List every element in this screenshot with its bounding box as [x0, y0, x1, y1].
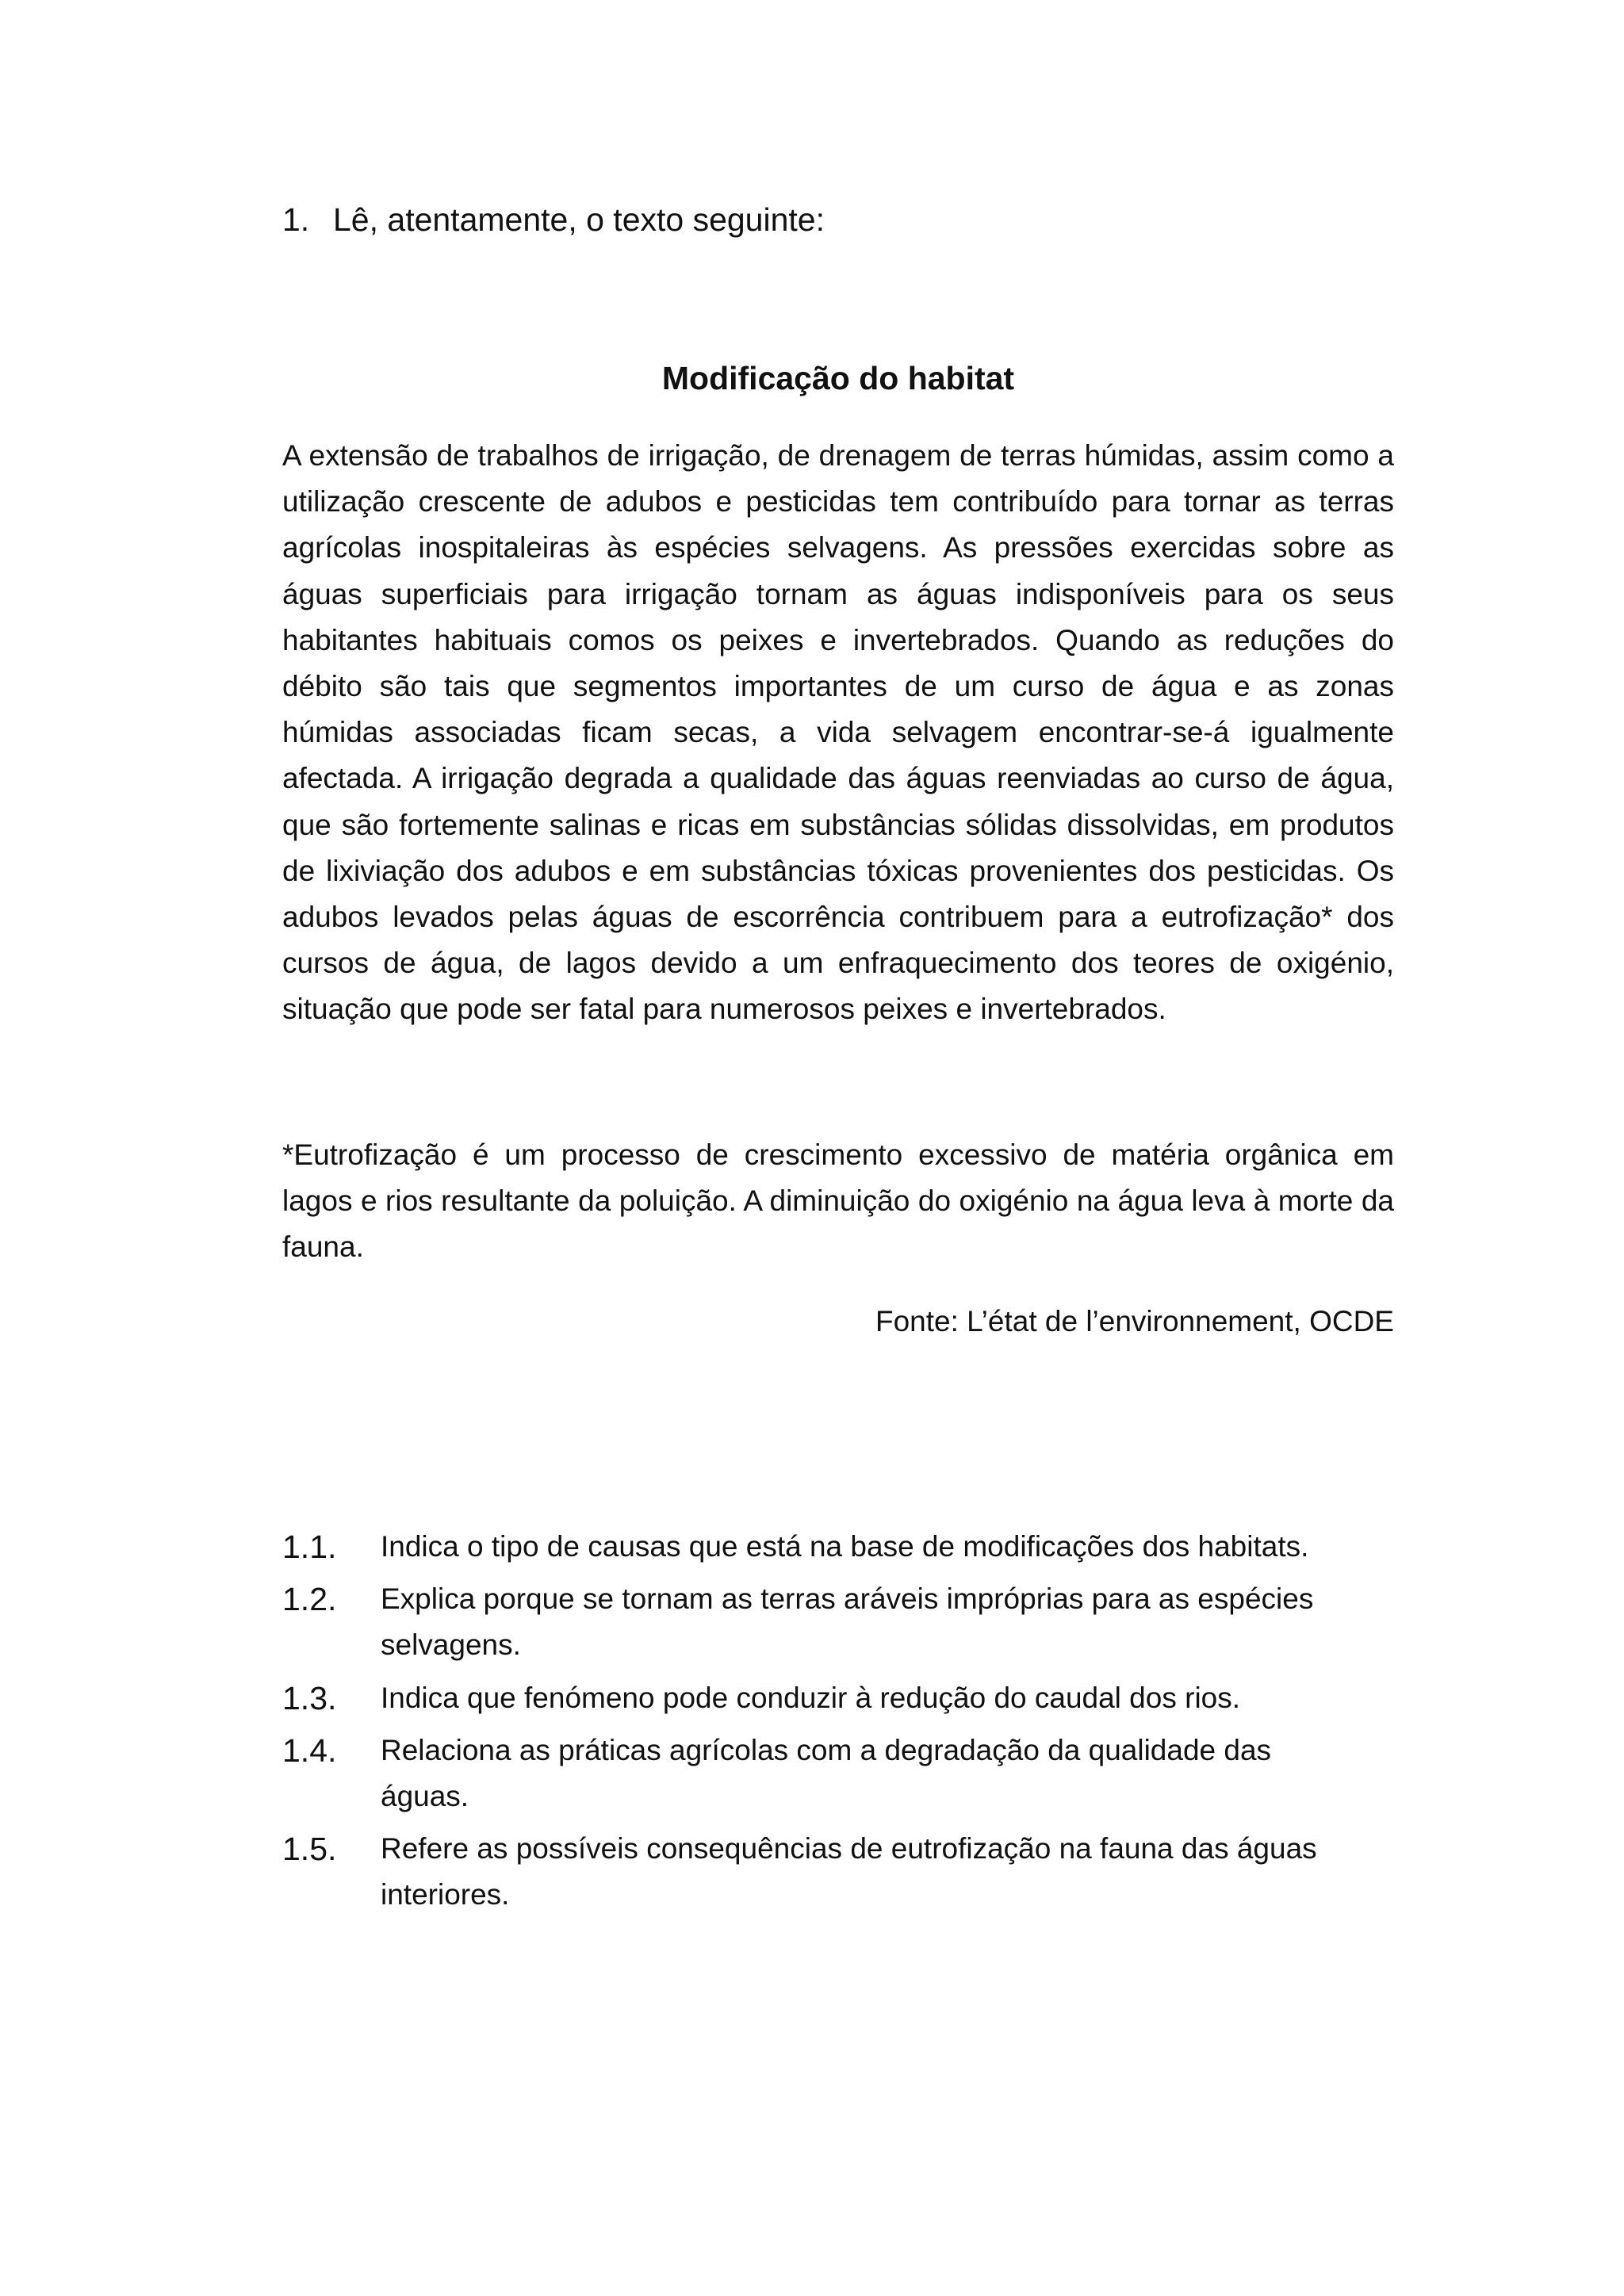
subquestion-text: Relaciona as práticas agrícolas com a degradação da qualidade das águas.	[381, 1733, 1272, 1813]
subquestion-list	[282, 1524, 1394, 1925]
subquestion-item	[282, 1675, 1394, 1721]
article-source: Fonte: L’état de l’environnement, OCDE	[875, 1305, 1394, 1337]
subquestion-text: Explica porque se tornam as terras aráveis impróprias para as espécies selvagens.	[381, 1582, 1314, 1662]
article-title: Modificação do habitat	[661, 360, 1015, 396]
subquestion-item	[282, 1576, 1394, 1668]
question-instruction: Lê, atentamente, o texto seguinte:	[333, 201, 825, 238]
subquestion-number: 1.5.	[282, 1831, 337, 1868]
subquestion-item	[282, 1826, 1394, 1918]
subquestion-item	[282, 1728, 1394, 1820]
subquestion-number: 1.2.	[282, 1581, 337, 1618]
subquestion-number: 1.1.	[282, 1529, 337, 1565]
subquestion-number: 1.3.	[282, 1679, 337, 1716]
subquestion-text: Indica o tipo de causas que está na base de modificações dos habitats.	[381, 1530, 1309, 1563]
subquestion-text: Refere as possíveis consequências de eutrofização na fauna das águas interiores.	[381, 1832, 1317, 1911]
article-footnote: *Eutrofização é um processo de crescimento excessivo de matéria orgânica em lagos e rios resultante da poluição. A diminuição do oxigénio na água leva à morte da fauna.	[282, 1138, 1394, 1264]
question-heading	[282, 197, 825, 243]
article-body: A extensão de trabalhos de irrigação, de drenagem de terras húmidas, assim como a utilização crescente de adubos e pesticidas tem contribuído para tornar as terras agrícolas inospitaleiras às espécies selvagens. As pressões exercidas sobre as águas superficiais para irrigação tornam as águas indisponíveis para os seus habitantes habituais comos os peixes e invertebrados. Quando as reduções do débito são tais que segmentos importantes de um curso de água e as zonas húmidas associadas ficam secas, a vida selvagem encontrar-se-á igualmente afectada. A irrigação degrada a qualidade das águas reenviadas ao curso de água, que são fortemente salinas e ricas em substâncias sólidas dissolvidas, em produtos de lixiviação dos adubos e em substâncias tóxicas provenientes dos pesticidas. Os adubos levados pelas águas de escorrência contribuem para a eutrofização* dos cursos de água, de lagos devido a um enfraquecimento dos teores de oxigénio, situação que pode ser fatal para numerosos peixes e invertebrados.	[282, 439, 1394, 1026]
subquestion-item	[282, 1524, 1394, 1570]
subquestion-text: Indica que fenómeno pode conduzir à redução do caudal dos rios.	[381, 1681, 1241, 1714]
question-number: 1.	[282, 201, 310, 238]
subquestion-number: 1.4.	[282, 1732, 337, 1769]
